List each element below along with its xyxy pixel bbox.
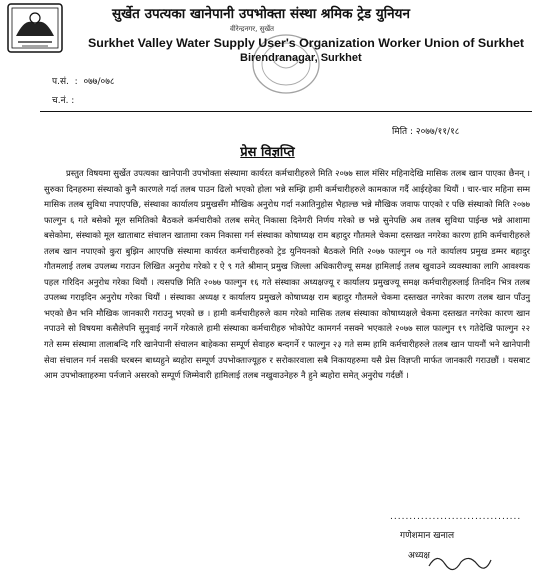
- reference-number: प.सं. : ०७७/०७८: [52, 77, 115, 87]
- org-subtitle-nepali: वीरेन्द्रनगर, सुर्खेत: [230, 25, 275, 33]
- org-name-nepali: सुर्खेत उपत्यका खानेपानी उपभोक्ता संस्था श्रमिक ट्रेड युनियन: [112, 6, 410, 22]
- letterhead-divider: [40, 111, 532, 112]
- signatory-role: अध्यक्ष: [408, 551, 430, 561]
- reference-number-value: ०७७/०७८: [83, 77, 115, 87]
- press-release-title-text: प्रेस विज्ञप्ति: [240, 145, 295, 160]
- press-release-title: [0, 142, 535, 160]
- signature-line: ..................................: [390, 512, 522, 522]
- dispatch-number-label: च.नं. :: [52, 96, 75, 106]
- letter-date: मिति : २०७७/११/१८: [392, 127, 460, 137]
- body-paragraph: प्रस्तुत विषयमा सुर्खेत उपत्यका खानेपानी उपभोक्ता संस्थामा कार्यरत कर्मचारीहरुले मिति २०७७ साल मंसिर महिनादेखि मासिक तलब खान पाएका छैनन् । सुरुका दिनहरुमा संस्थाको कुनै कारणले गर्दा तलब पाउन ढिलो भएको होला भन्ने सम्झि हामी कर्मचारीहरुले कामकाज गर्दै आईरहेका थियौं । चार-चार महिना सम्म मासिक तलब सुविधा नपाएपछि, संस्थाका कार्यालय प्रमुखसँग मौखिक अनुरोध गर्दा नआतिनुहोस भैहाल्छ भन्ने मौखिक जवाफ पाएको र पछि संस्थाको मिति २०७७ फाल्गुन ६ गते बसेको मूल समितिको बैठकले कर्मचारीको तलब समेत् निकासा दिनेगरी निर्णय गरेको छ भन्ने सुनेपछि अब तलब सुविधा पाईन्छ भन्ने आशामा बसेकोमा, संस्थाको मूल खाताबाट संचालन खातामा रकम निकासा गर्न संस्थाका कोषाध्यक्ष राम बहादुर गौतमले चेकमा दस्तखत नगरेका कारण हामि कर्मचारीहरुले तलब खान नपाएको कुरा बुझिन आएपछि संस्थामा कार्यरत कर्मचारीहरुको ट्रेड युनियनको बैठकले मिति २०७७ फाल्गुन ०७ गते कार्यालय प्रमुख डम्मर बहादुर गौतमलाई तलब उपलब्ध गराउन लिखित अनुरोध गरेको र ऐ ९ गते श्रीमान् प्रमुख जिल्ला अधिकारीज्यू समक्ष हामिलाई तलब खुवाउने व्यवस्थाका लागि आवश्यक पहल गरिदिन अनुरोध गरेका थियौं । त्यसपछि मिति २०७७ फाल्गुन १६ गते संस्थाका अध्यक्षज्यू र कार्यालय प्रमुखज्यू समक्ष कर्मचारीहरुलाई तिनदिन भित्र तलब उपलब्ध गराइदिन अनुरोध गरेका थियौं । संस्थाका अध्यक्ष र कार्यालय प्रमुखले कोषाध्यक्ष राम बहादुर गौतमले चेकमा दस्तखत नगरेका कारण तलब खान पाँउनु भएको छैन भनि मौखिक जानकारी गराउनु भएको छ । हामी कर्मचारीहरुले काम गरेको मासिक तलब संस्थाका कोषाध्यक्षले चेकमा दस्तखत नगरेका कारण खान नपाउने सो विषयमा कसैलेपनि सुनुवाई नगर्ने गरेकाले हामी संस्थाका कर्मचारीहरु भोकोपेट कामगर्न नसक्ने भएकाले २०७७ साल फाल्गुन १९ गतेदेखि फाल्गुन २२ गते सम्म संस्थामा तालाबन्दि गरि खानेपानी संचालन बाहेकका सम्पूर्ण सेवाहरु बन्दगर्ने र फाल्गुन २३ गते सम्म हामि कर्मचारीहरुले तलब खान पायनौं भने खानेपानी सेवा संचालन गर्न नसकी घरबस्न बाध्यहुने ब्यहोरा सम्पूर्ण उपभोक्ताज्यूहरु र सरोकारवाला सबै निकायहरुमा यसै प्रेस विज्ञप्ती मार्फत जानकारी गराउछौं । यसबाट आम उपभोक्ताहरुमा पर्नजाने असरको सम्पूर्ण जिम्मेवारी हामिलाई तलब नखुवाउनेहरु नै हुने ब्यहोरा समेत् अनुरोध गर्दछौं ।: [44, 168, 530, 381]
- org-name-english: Surkhet Valley Water Supply User's Organization Worker Union of Surkhet: [88, 36, 525, 50]
- signatory-name: गणेशमान खनाल: [400, 531, 455, 541]
- union-logo-icon: [6, 2, 64, 54]
- press-release-body: [44, 166, 530, 384]
- dispatch-number: [52, 93, 74, 106]
- handwritten-signature-icon: [425, 550, 495, 574]
- org-address-english: Birendranagar, Surkhet: [240, 52, 362, 64]
- reference-number-label: प.सं.: [52, 77, 69, 87]
